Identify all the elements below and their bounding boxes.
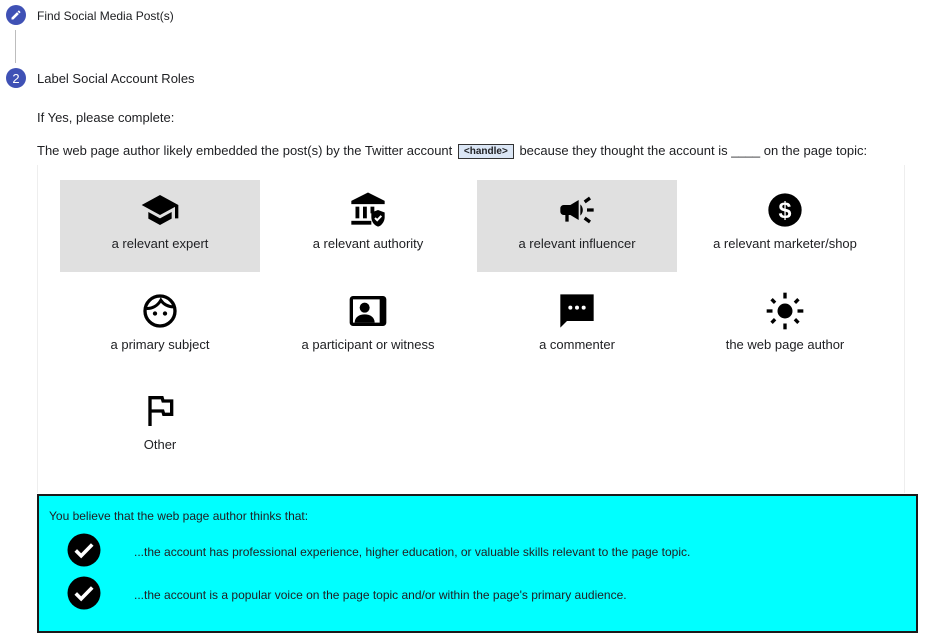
option-other[interactable] [60, 381, 260, 473]
form-prompt: If Yes, please complete: [37, 110, 175, 125]
face-icon [140, 291, 180, 331]
contact-card-icon [348, 291, 388, 331]
option-label: Other [143, 437, 177, 452]
step-1-label[interactable]: Find Social Media Post(s) [37, 9, 174, 23]
option-label: a relevant marketer/shop [713, 236, 857, 251]
option-label: a relevant influencer [518, 236, 636, 251]
option-label: a commenter [539, 337, 615, 352]
option-relevant-marketer[interactable] [685, 180, 885, 272]
dollar-circle-icon [765, 190, 805, 230]
step-2-number: 2 [6, 68, 26, 88]
option-participant-witness[interactable] [268, 281, 468, 373]
handle-placeholder: <handle> [458, 144, 514, 159]
option-label: a relevant expert [111, 236, 209, 251]
flag-icon [140, 391, 180, 431]
summary-box [37, 494, 918, 633]
stepper-connector [15, 30, 16, 63]
question-suffix: because they thought the account is ____ on the page topic: [519, 143, 868, 158]
step-1-pencil-icon [6, 5, 26, 25]
svg-text:$: $ [778, 197, 792, 224]
option-relevant-expert[interactable] [60, 180, 260, 272]
question-prefix: The web page author likely embedded the post(s) by the Twitter account [37, 143, 453, 158]
option-relevant-influencer[interactable] [477, 180, 677, 272]
role-question [37, 143, 867, 159]
comment-icon [557, 291, 597, 331]
summary-title: You believe that the web page author thinks that: [49, 509, 309, 523]
summary-item: ...the account is a popular voice on the page topic and/or within the page's primary audience. [134, 588, 627, 602]
option-web-page-author[interactable] [685, 281, 885, 373]
option-primary-subject[interactable] [60, 281, 260, 373]
check-circle-icon [66, 532, 102, 568]
sun-icon [765, 291, 805, 331]
megaphone-icon [557, 190, 597, 230]
institution-verified-icon [348, 190, 388, 230]
option-label: a relevant authority [312, 236, 424, 251]
check-circle-icon [66, 575, 102, 611]
option-label: a primary subject [110, 337, 210, 352]
option-commenter[interactable] [477, 281, 677, 373]
role-options [37, 165, 905, 493]
step-2-label[interactable]: Label Social Account Roles [37, 71, 195, 86]
summary-item: ...the account has professional experience, higher education, or valuable skills relevant to the page topic. [134, 545, 691, 559]
option-relevant-authority[interactable] [268, 180, 468, 272]
graduation-cap-icon [140, 190, 180, 230]
option-label: the web page author [725, 337, 845, 352]
option-label: a participant or witness [301, 337, 435, 352]
